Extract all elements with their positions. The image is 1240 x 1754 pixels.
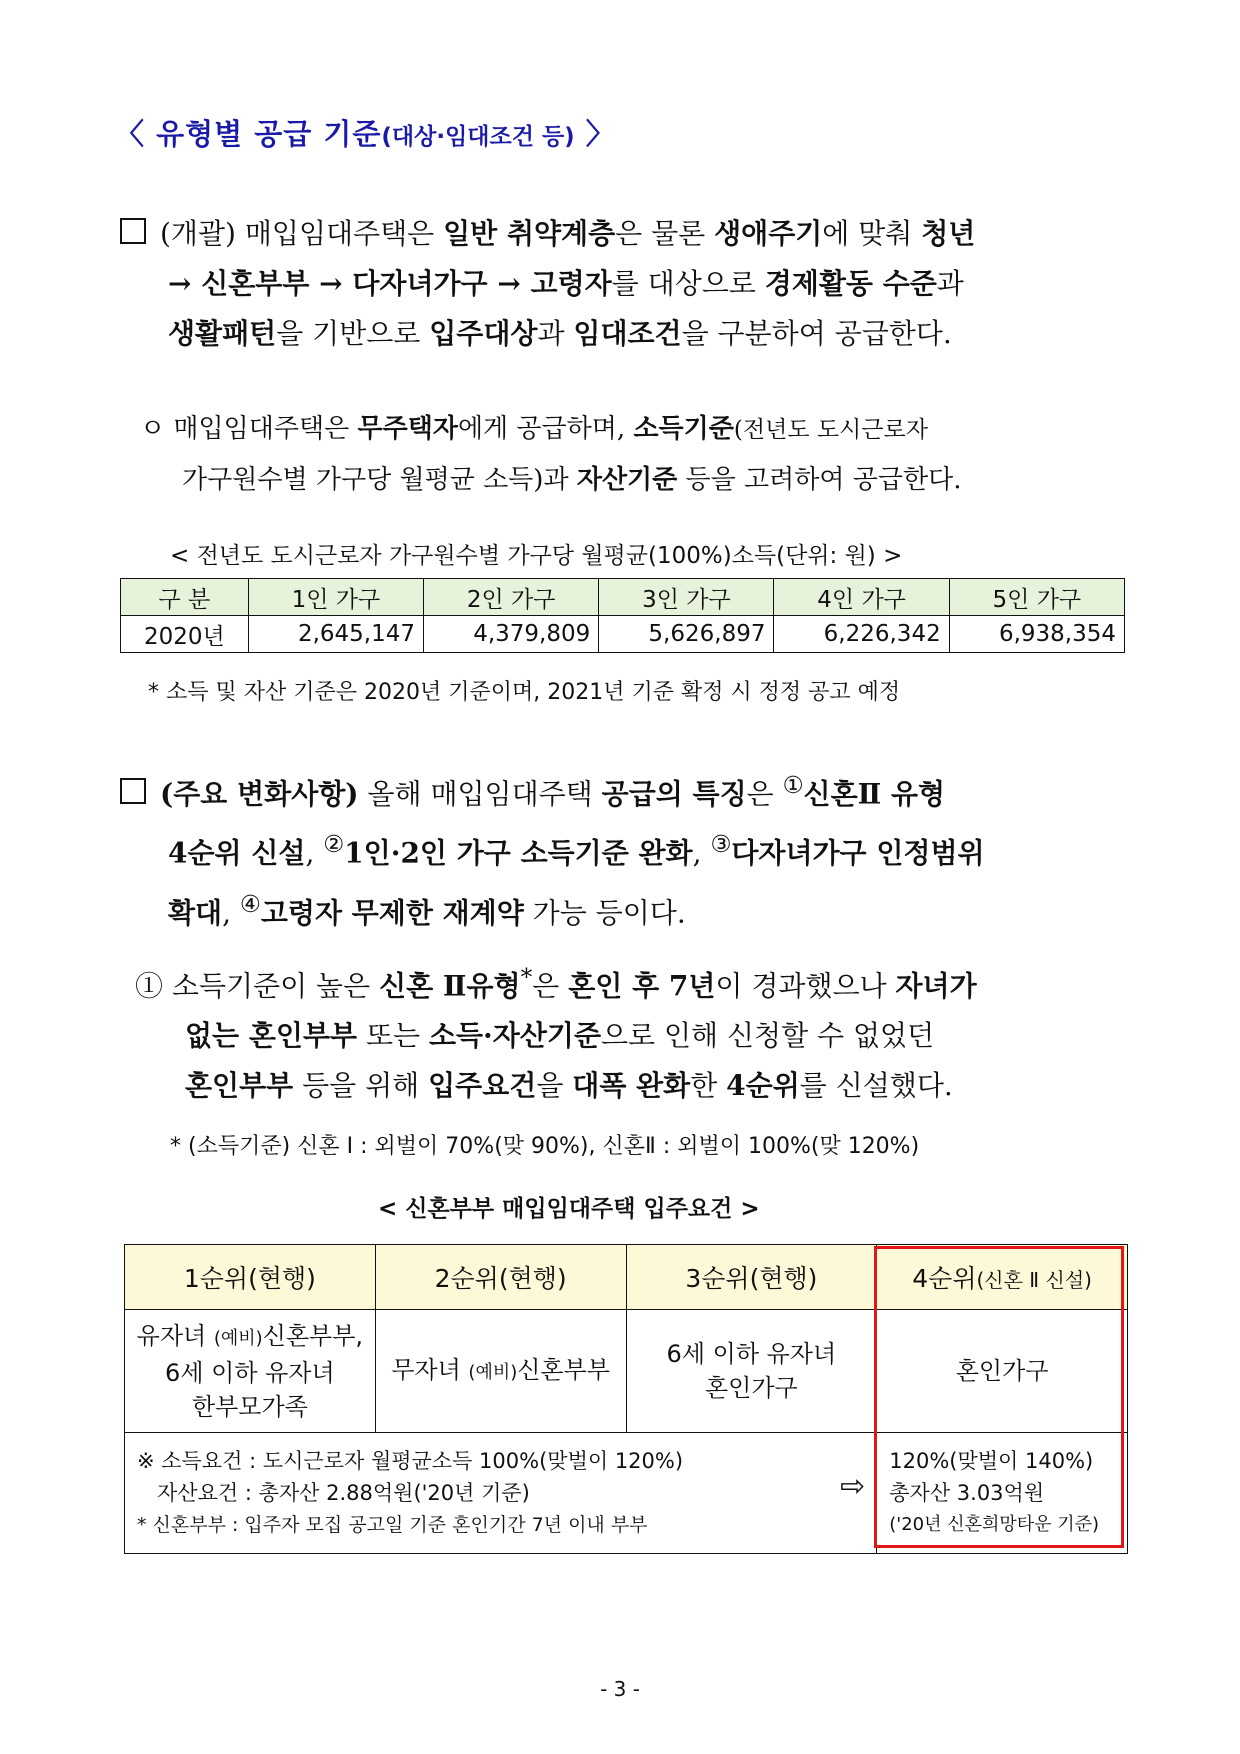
- overview-paragraph: (개괄) 매입임대주택은 일반 취약계층은 물론 생애주기에 맞춰 청년 → 신혼부부 → 다자녀가구 → 고령자를 대상으로 경제활동 수준과 생활패턴을 기반으로 입주대상과 임대조건을 구분하여 공급한다.: [120, 209, 1130, 359]
- supply-paragraph: ㅇ 매입임대주택은 무주택자에게 공급하며, 소득기준(전년도 도시근로자 가구원수별 가구당 월평균 소득)과 자산기준 등을 고려하여 공급한다.: [140, 414, 962, 495]
- income-note: * 소득 및 자산 기준은 2020년 기준이며, 2021년 기준 확정 시 정정 공고 예정: [148, 680, 901, 705]
- header-cell: 2인 가구: [424, 579, 599, 616]
- heading-main: 〈 유형별 공급 기준: [115, 117, 382, 151]
- item1-paragraph: ① 소득기준이 높은 신혼 Ⅱ유형*은 혼인 후 7년이 경과했으나 자녀가 없는 혼인부부 또는 소득·자산기준으로 인해 신청할 수 없었던 혼인부부 등을 위해 입주요건을 대폭 완화한 4순위를 신설했다.: [135, 963, 977, 1103]
- item-number: ①: [135, 969, 164, 1003]
- table-cell: 4,379,809: [424, 616, 599, 653]
- changes-paragraph: (주요 변화사항) 올해 매입임대주택 공급의 특징은 ①신혼Ⅱ 유형 4순위 신설, ②1인·2인 가구 소득기준 완화, ③다자녀가구 인정범위 확대, ④고령자 무제한 재계약 가능 등이다.: [120, 760, 1130, 938]
- header-cell: 4순위(신혼 Ⅱ 신설): [877, 1245, 1128, 1310]
- page-number: - 3 -: [600, 1677, 640, 1701]
- table-header-row: [121, 579, 1125, 616]
- section-heading: [115, 112, 616, 153]
- req-table-caption: < 신혼부부 매입임대주택 입주요건 >: [378, 1196, 760, 1222]
- square-bullet-icon: [120, 218, 146, 244]
- header-cell: 1순위(현행): [125, 1245, 376, 1310]
- circle-bullet-icon: ㅇ: [140, 414, 166, 444]
- table-row: [121, 616, 1125, 653]
- heading-end: 〉: [574, 117, 616, 151]
- table-cell: ※ 소득요건 : 도시근로자 월평균소득 100%(맞벌이 120%) 자산요건 : 총자산 2.88억원('20년 기준) * 신혼부부 : 입주자 모집 공고일 기준 혼인기간 7년 이내 부부 ⇨: [125, 1433, 877, 1554]
- header-cell: 1인 가구: [248, 579, 423, 616]
- square-bullet-icon: [120, 778, 146, 804]
- table-cell: 2020년: [121, 616, 249, 653]
- item1-note: * (소득기준) 신혼 Ⅰ : 외벌이 70%(맞 90%), 신혼Ⅱ : 외벌이 100%(맞 120%): [170, 1134, 920, 1159]
- table-cell: 120%(맞벌이 140%) 총자산 3.03억원 ('20년 신혼희망타운 기준): [877, 1433, 1128, 1554]
- table-cell: 2,645,147: [248, 616, 423, 653]
- table-cell: 혼인가구: [877, 1310, 1128, 1433]
- table-cell: 유자녀 (예비)신혼부부, 6세 이하 유자녀 한부모가족: [125, 1310, 376, 1433]
- header-cell: 3인 가구: [599, 579, 774, 616]
- header-cell: 2순위(현행): [375, 1245, 626, 1310]
- income-table-caption: < 전년도 도시근로자 가구원수별 가구당 월평균(100%)소득(단위: 원) >: [170, 543, 903, 569]
- header-cell: 4인 가구: [774, 579, 949, 616]
- table-cell: 6,938,354: [949, 616, 1124, 653]
- table-cell: 5,626,897: [599, 616, 774, 653]
- header-cell: 3순위(현행): [626, 1245, 877, 1310]
- header-cell: 구 분: [121, 579, 249, 616]
- highlight-box: [874, 1246, 1124, 1548]
- table-cell: 무자녀 (예비)신혼부부: [375, 1310, 626, 1433]
- header-cell: 5인 가구: [949, 579, 1124, 616]
- table-cell: 6세 이하 유자녀 혼인가구: [626, 1310, 877, 1433]
- heading-small: (대상·임대조건 등): [381, 124, 575, 150]
- table-cell: 6,226,342: [774, 616, 949, 653]
- income-table: [120, 578, 1125, 653]
- arrow-right-icon: ⇨: [840, 1469, 866, 1504]
